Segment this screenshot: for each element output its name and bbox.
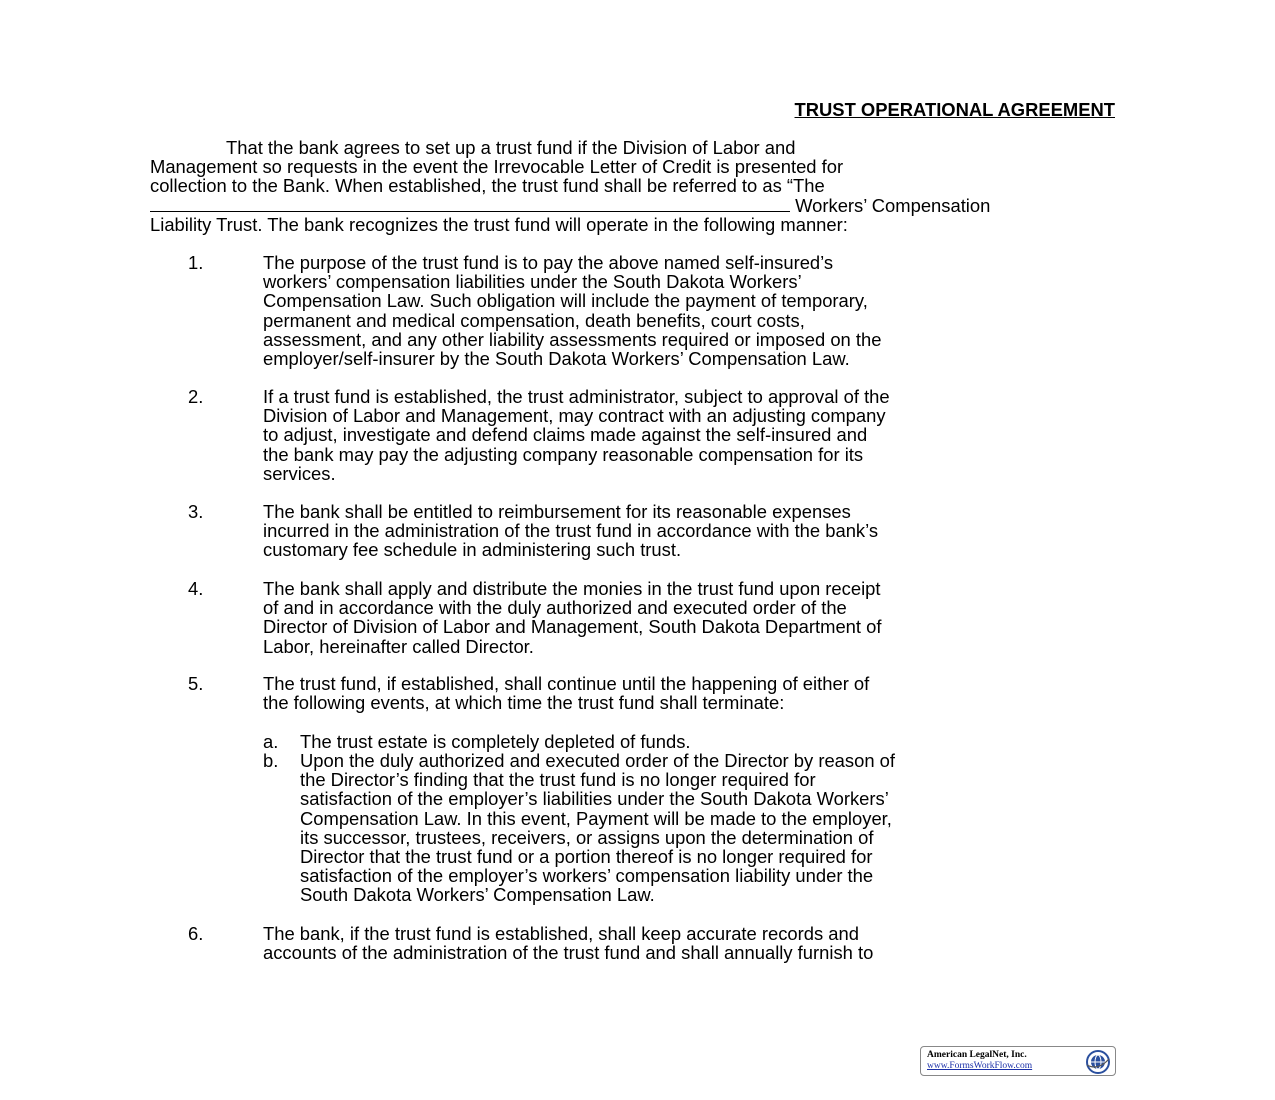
item-line: Director of Division of Labor and Management, South Dakota Department of — [263, 616, 882, 638]
sub-item-body — [300, 732, 691, 751]
intro-line: Liability Trust. The bank recognizes the trust fund will operate in the following manner: — [150, 213, 848, 235]
sub-item-line: Compensation Law. In this event, Payment will be made to the employer, — [300, 807, 892, 829]
item-body — [263, 253, 1123, 368]
item-line: to adjust, investigate and defend claims made against the self-insured and — [263, 424, 868, 446]
item-number: 1. — [188, 252, 204, 273]
item-body — [263, 387, 1123, 483]
item-number: 2. — [188, 386, 204, 407]
logo-company-name: American LegalNet, Inc. — [927, 1050, 1027, 1060]
sub-item-line: Director that the trust fund or a portion thereof is no longer required for — [300, 846, 873, 868]
item-line: the following events, at which time the trust fund shall terminate: — [263, 692, 785, 714]
globe-icon — [1085, 1049, 1111, 1075]
item-line: The purpose of the trust fund is to pay the above named self-insured’s — [263, 252, 834, 273]
american-legalnet-logo[interactable] — [920, 1046, 1116, 1076]
sub-item-line: satisfaction of the employer’s workers’ compensation liability under the — [300, 865, 874, 887]
trust-name-blank-field[interactable] — [150, 197, 790, 212]
item-line: Labor, hereinafter called Director. — [263, 635, 534, 657]
logo-url-link[interactable]: www.FormsWorkFlow.com — [927, 1061, 1033, 1071]
item-body — [263, 579, 1123, 656]
item-number: 4. — [188, 578, 204, 599]
sub-item-line: Upon the duly authorized and executed order of the Director by reason of — [300, 750, 895, 771]
item-line: accounts of the administration of the trust fund and shall annually furnish to — [263, 942, 874, 964]
sub-item-line: the Director’s finding that the trust fund is no longer required for — [300, 769, 816, 791]
item-line: assessment, and any other liability assessments required or imposed on the — [263, 328, 882, 350]
item-number: 5. — [188, 673, 204, 694]
sub-item-letter: a. — [263, 731, 279, 752]
sub-item-line: South Dakota Workers’ Compensation Law. — [300, 884, 655, 906]
intro-line: Workers’ Compensation — [795, 194, 991, 216]
intro-paragraph — [150, 138, 1120, 234]
item-line: incurred in the administration of the trust fund in accordance with the bank’s — [263, 520, 879, 542]
item-line: The bank shall apply and distribute the monies in the trust fund upon receipt — [263, 578, 881, 599]
sub-item-line: The trust estate is completely depleted of funds. — [300, 731, 691, 752]
item-body — [263, 502, 1123, 560]
sub-item-body — [300, 751, 895, 905]
item-line: services. — [263, 462, 336, 484]
intro-line: collection to the Bank. When established, the trust fund shall be referred to as “The — [150, 175, 825, 197]
item-line: The trust fund, if established, shall continue until the happening of either of — [263, 673, 870, 694]
item-line: of and in accordance with the duly authorized and executed order of the — [263, 597, 847, 619]
item-line: the bank may pay the adjusting company reasonable compensation for its — [263, 443, 864, 465]
item-line: If a trust fund is established, the trust administrator, subject to approval of the — [263, 386, 890, 407]
item-line: Compensation Law. Such obligation will include the payment of temporary, — [263, 290, 868, 312]
item-line: Division of Labor and Management, may contract with an adjusting company — [263, 405, 886, 427]
item-line: The bank, if the trust fund is established, shall keep accurate records and — [263, 923, 859, 944]
intro-line: Management so requests in the event the Irrevocable Letter of Credit is presented for — [150, 156, 844, 178]
intro-line-with-blank — [150, 196, 1120, 215]
item-body — [263, 924, 1123, 962]
sub-item-line: its successor, trustees, receivers, or assigns upon the determination of — [300, 826, 874, 848]
intro-line: That the bank agrees to set up a trust fund if the Division of Labor and — [226, 137, 796, 158]
sub-item-letter: b. — [263, 750, 279, 771]
item-line: permanent and medical compensation, death benefits, court costs, — [263, 309, 805, 331]
item-line: The bank shall be entitled to reimbursement for its reasonable expenses — [263, 501, 851, 522]
item-number: 3. — [188, 501, 204, 522]
item-line: workers’ compensation liabilities under the South Dakota Workers’ — [263, 271, 802, 293]
document-title: TRUST OPERATIONAL AGREEMENT — [794, 99, 1115, 120]
item-line: employer/self-insurer by the South Dakota Workers’ Compensation Law. — [263, 348, 850, 370]
item-body — [263, 674, 1123, 712]
item-number: 6. — [188, 923, 204, 944]
item-line: customary fee schedule in administering such trust. — [263, 539, 682, 561]
sub-item-line: satisfaction of the employer’s liabilities under the South Dakota Workers’ — [300, 788, 889, 810]
